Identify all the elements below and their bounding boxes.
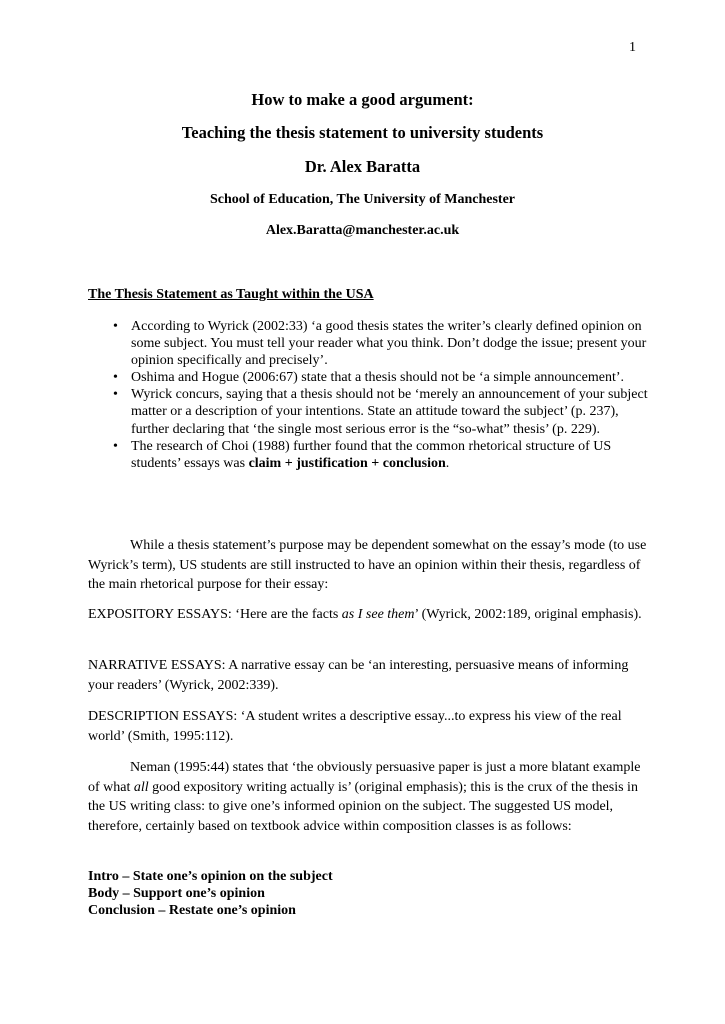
bullet-list xyxy=(88,318,648,472)
document-title: How to make a good argument: xyxy=(251,90,474,109)
paragraph-narrative: NARRATIVE ESSAYS: A narrative essay can be ‘an interesting, persuasive means of informing your readers’ (Wyrick, 2002:339). xyxy=(88,658,629,693)
paragraph-description: DESCRIPTION ESSAYS: ‘A student writes a descriptive essay...to express his view of the real world’ (Smith, 1995:112). xyxy=(88,709,622,744)
summary-line-conclusion: Conclusion – Restate one’s opinion xyxy=(88,903,296,918)
paragraph-text-post: good expository writing actually is’ (original emphasis); this is the crux of the thesis in the US writing class: to give one’s informed opinion on the subject. The suggested US model, therefore, certainly based on textbook advice within composition classes is as follows: xyxy=(88,779,638,834)
paragraph-text-italic: all xyxy=(133,779,149,795)
paragraph-expository xyxy=(88,605,648,625)
bullet-text: Oshima and Hogue (2006:67) state that a thesis should not be ‘a simple announcement’. xyxy=(131,370,625,386)
document-subtitle: Teaching the thesis statement to university students xyxy=(181,123,544,142)
author-affiliation: School of Education, The University of Manchester xyxy=(209,192,515,207)
bullet-text-post: . xyxy=(445,455,450,471)
bullet-text-pre: The research of Choi (1988) further found that the common rhetorical structure of US students’ essays was xyxy=(131,438,612,471)
bullet-item xyxy=(88,438,648,472)
bullet-item xyxy=(88,386,648,437)
summary-line-body: Body – Support one’s opinion xyxy=(88,886,265,901)
bullet-item xyxy=(88,369,648,386)
paragraph-text-italic: as I see them xyxy=(341,607,415,622)
essay-model-summary xyxy=(88,868,333,919)
bullet-text: According to Wyrick (2002:33) ‘a good thesis states the writer’s clearly defined opinion on some subject. You must tell your reader what you think. Don’t dodge the issue; present your opinion specifically and precisely’. xyxy=(131,319,647,369)
paragraph-text-post: ’ (Wyrick, 2002:189, original emphasis). xyxy=(414,607,642,622)
page-number: 1 xyxy=(629,40,636,55)
paragraph-mode: While a thesis statement’s purpose may be dependent somewhat on the essay’s mode (to use Wyrick’s term), US students are still instructed to have an opinion within their thesis, regardless of the main rhetorical purpose for their essay: xyxy=(88,538,647,593)
paragraph-text-pre: EXPOSITORY ESSAYS: ‘Here are the facts xyxy=(88,607,342,622)
bullet-text: Wyrick concurs, saying that a thesis should not be ‘merely an announcement of your subject matter or a description of your intentions. State an attitude toward the subject’ (p. 237), further declaring that ‘the single most serious error is the “so-what” thesis’ (p. 229). xyxy=(131,387,648,437)
bullet-item xyxy=(88,318,648,369)
section-heading: The Thesis Statement as Taught within the USA xyxy=(88,287,374,302)
bullet-text-bold: claim + justification + conclusion xyxy=(248,455,446,471)
paragraph-text-pre: Neman (1995:44) states that ‘the obviously persuasive paper is just a more blatant example of what xyxy=(88,760,641,795)
paragraph-neman xyxy=(88,758,648,836)
summary-line-intro: Intro – State one’s opinion on the subject xyxy=(88,869,333,884)
author-name: Dr. Alex Baratta xyxy=(304,157,421,176)
author-email: Alex.Baratta@manchester.ac.uk xyxy=(265,223,460,238)
